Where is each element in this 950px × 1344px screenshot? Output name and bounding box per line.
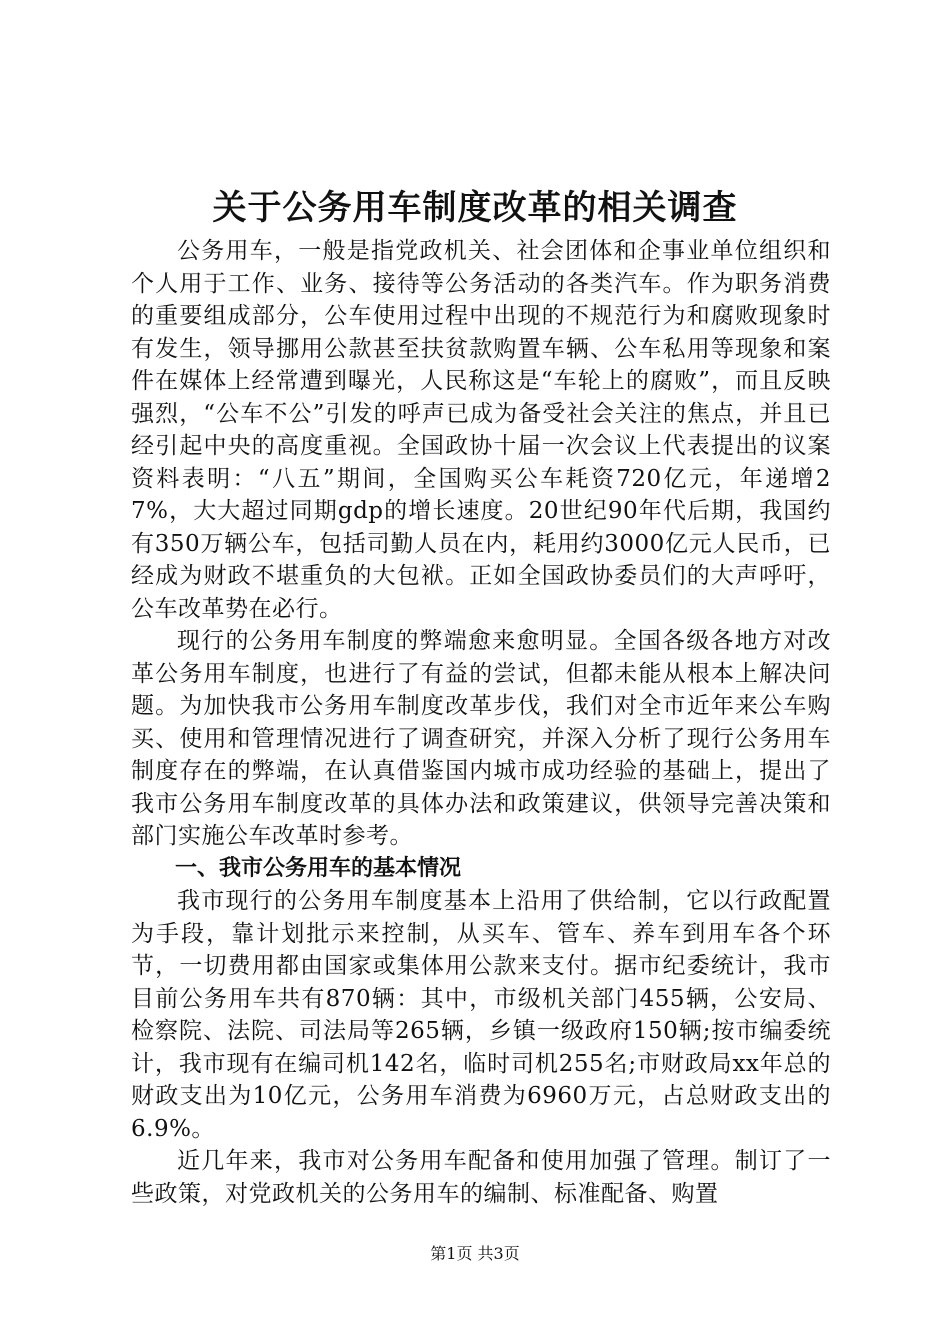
paragraph-purpose: 现行的公务用车制度的弊端愈来愈明显。全国各级各地方对改革公务用车制度，也进行了有益的尝试，但都未能从根本上解决问题。为加快我市公务用车制度改革步伐，我们对全市近年来公车购买、使用和管理情况进行了调查研究，并深入分析了现行公务用车制度存在的弊端，在认真借鉴国内城市成功经验的基础上，提出了我市公务用车制度改革的具体办法和政策建议，供领导完善决策和部门实施公车改革时参考。	[131, 628, 831, 849]
paragraph-basic-situation: 我市现行的公务用车制度基本上沿用了供给制，它以行政配置为手段，靠计划批示来控制，从买车、管车、养车到用车各个环节，一切费用都由国家或集体用公款来支付。据市纪委统计，我市目前公务用车共有870辆：其中，市级机关部门455辆，公安局、检察院、法院、司法局等265辆，乡镇一级政府150辆;按市编委统计，我市现有在编司机142名，临时司机255名;市财政局xx年总的财政支出为10亿元，公务用车消费为6960万元，占总财政支出的6.9%。	[131, 888, 831, 1142]
document-body	[131, 235, 831, 1210]
paragraph-intro: 公务用车，一般是指党政机关、社会团体和企事业单位组织和个人用于工作、业务、接待等公务活动的各类汽车。作为职务消费的重要组成部分，公车使用过程中出现的不规范行为和腐败现象时有发生，领导挪用公款甚至扶贫款购置车辆、公车私用等现象和案件在媒体上经常遭到曝光，人民称这是“车轮上的腐败”，而且反映强烈，“公车不公”引发的呼声已成为备受社会关注的焦点，并且已经引起中央的高度重视。全国政协十届一次会议上代表提出的议案资料表明：“八五”期间，全国购买公车耗资720亿元，年递增27%，大大超过同期gdp的增长速度。20世纪90年代后期，我国约有350万辆公车，包括司勤人员在内，耗用约3000亿元人民币，已经成为财政不堪重负的大包袱。正如全国政协委员们的大声呼吁，公车改革势在必行。	[131, 238, 831, 622]
document-title: 关于公务用车制度改革的相关调查	[212, 188, 738, 228]
paragraph-management: 近几年来，我市对公务用车配备和使用加强了管理。制订了一些政策，对党政机关的公务用车的编制、标准配备、购置	[131, 1148, 831, 1207]
page-footer: 第1页 共3页	[430, 1244, 520, 1263]
section-heading: 一、我市公务用车的基本情况	[175, 855, 462, 881]
